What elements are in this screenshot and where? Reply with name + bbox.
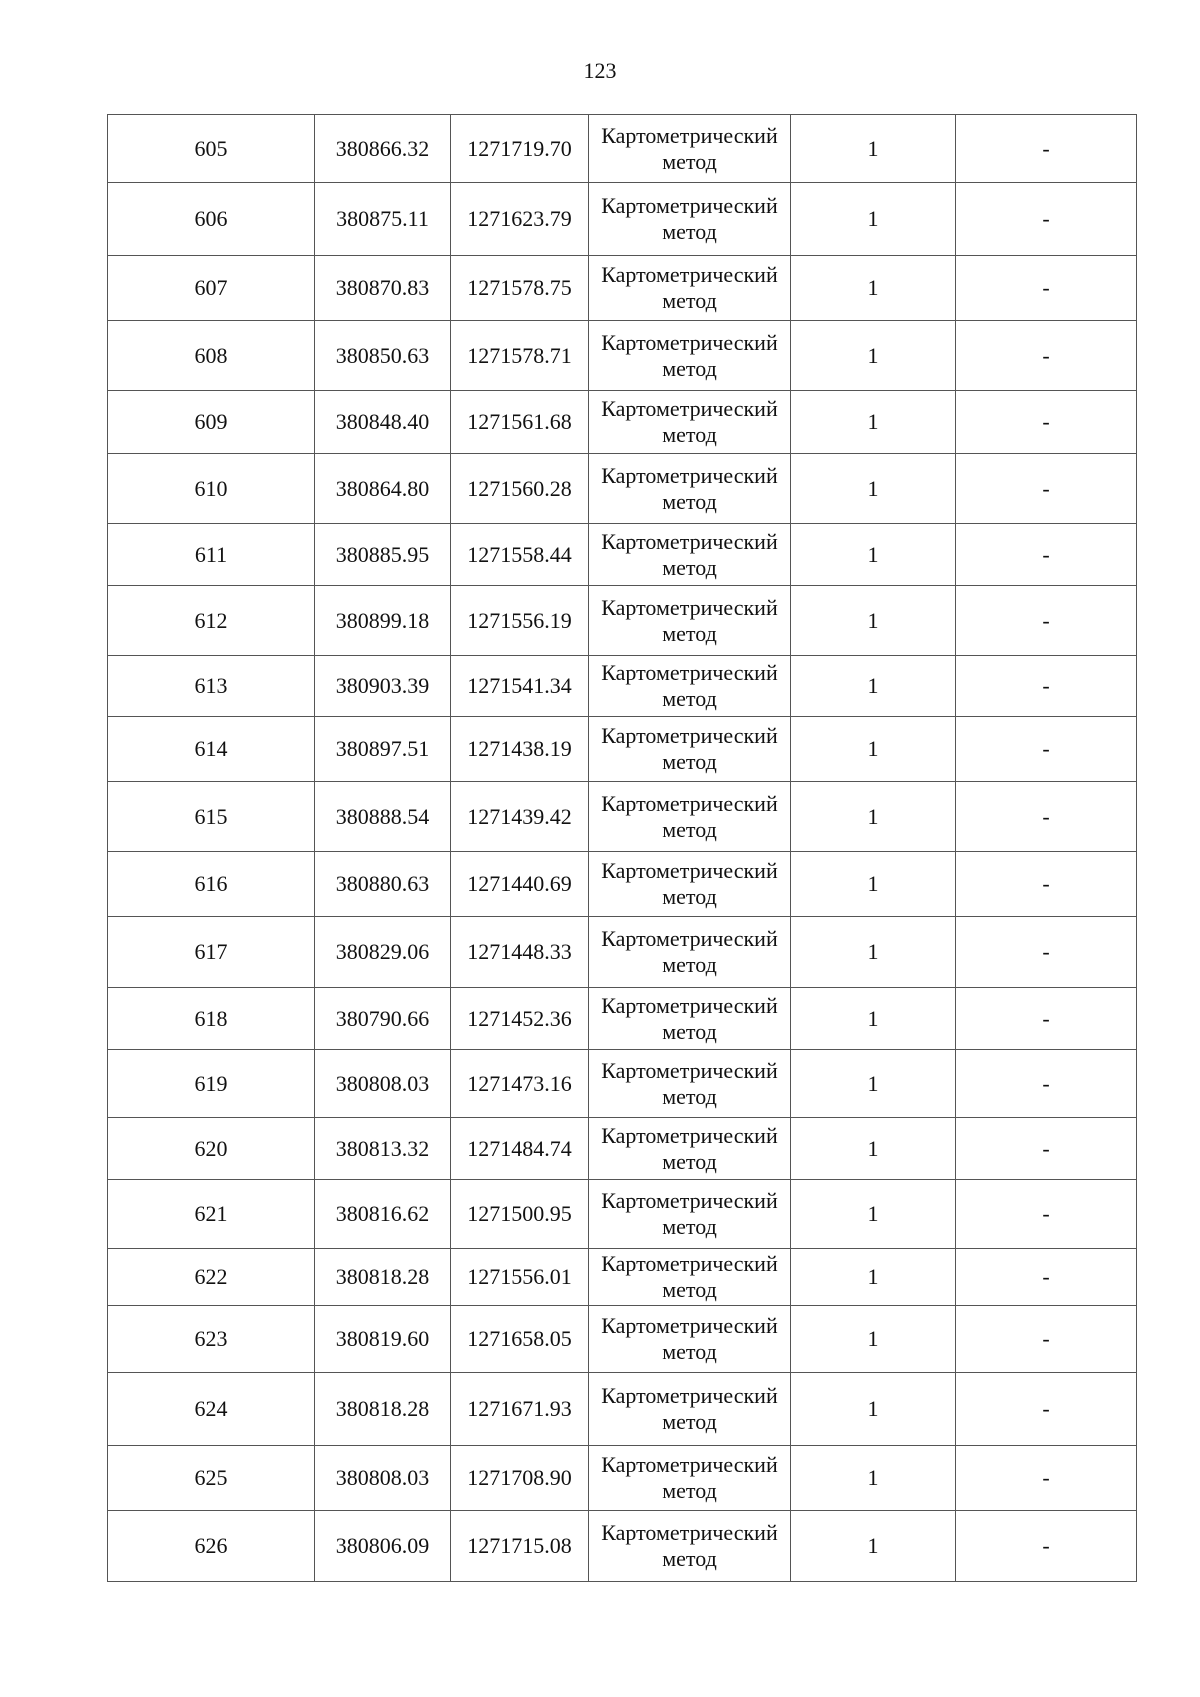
cell-y-coordinate: 1271578.75 [451,256,589,321]
method-text-line1: Картометрический [601,992,778,1018]
method-text-line1: Картометрический [601,329,778,355]
method-text-line2: метод [662,422,717,447]
cell-note: - [956,183,1137,256]
cell-accuracy: 1 [791,656,956,717]
cell-x-coordinate: 380897.51 [315,717,451,782]
method-text-line2: метод [662,1018,717,1044]
cell-accuracy: 1 [791,1373,956,1446]
cell-point-number: 605 [108,115,315,183]
cell-x-coordinate: 380850.63 [315,321,451,391]
table-row [108,656,1137,717]
cell-method [589,988,791,1050]
cell-y-coordinate: 1271561.68 [451,391,589,454]
cell-method [589,1118,791,1180]
method-text-line1: Картометрический [601,122,778,148]
cell-note: - [956,454,1137,524]
cell-x-coordinate: 380866.32 [315,115,451,183]
cell-point-number: 608 [108,321,315,391]
table-row [108,256,1137,321]
cell-method [589,524,791,586]
cell-x-coordinate: 380819.60 [315,1306,451,1373]
cell-note: - [956,256,1137,321]
cell-accuracy: 1 [791,454,956,524]
cell-point-number: 619 [108,1050,315,1118]
cell-note: - [956,1249,1137,1306]
cell-method [589,782,791,852]
cell-y-coordinate: 1271440.69 [451,852,589,917]
cell-note: - [956,1511,1137,1582]
cell-method [589,1249,791,1306]
method-text-line1: Картометрический [601,262,778,287]
cell-note: - [956,1373,1137,1446]
method-text-line2: метод [662,1083,717,1109]
method-text-line2: метод [662,288,717,313]
cell-point-number: 624 [108,1373,315,1446]
method-text-line1: Картометрический [601,594,778,620]
cell-note: - [956,1446,1137,1511]
cell-note: - [956,1050,1137,1118]
cell-accuracy: 1 [791,917,956,988]
cell-accuracy: 1 [791,852,956,917]
cell-method [589,852,791,917]
method-text-line2: метод [662,1478,717,1503]
method-text-line1: Картометрический [601,723,778,748]
cell-method [589,1446,791,1511]
cell-point-number: 607 [108,256,315,321]
method-text-line2: метод [662,686,717,711]
cell-y-coordinate: 1271541.34 [451,656,589,717]
cell-note: - [956,1118,1137,1180]
cell-note: - [956,988,1137,1050]
cell-point-number: 610 [108,454,315,524]
cell-note: - [956,782,1137,852]
method-text-line1: Картометрический [601,1188,778,1213]
method-text-line2: метод [662,1339,717,1364]
method-text-line1: Картометрический [601,1452,778,1477]
table-row [108,1180,1137,1249]
cell-y-coordinate: 1271473.16 [451,1050,589,1118]
cell-x-coordinate: 380813.32 [315,1118,451,1180]
cell-x-coordinate: 380888.54 [315,782,451,852]
cell-note: - [956,115,1137,183]
cell-x-coordinate: 380870.83 [315,256,451,321]
cell-method [589,717,791,782]
cell-method [589,1511,791,1582]
cell-y-coordinate: 1271556.19 [451,586,589,656]
cell-accuracy: 1 [791,256,956,321]
cell-y-coordinate: 1271452.36 [451,988,589,1050]
cell-point-number: 620 [108,1118,315,1180]
cell-point-number: 626 [108,1511,315,1582]
method-text-line1: Картометрический [601,528,778,554]
cell-method [589,454,791,524]
method-text-line2: метод [662,355,717,381]
cell-y-coordinate: 1271671.93 [451,1373,589,1446]
method-text-line2: метод [662,219,717,244]
method-text-line2: метод [662,952,717,977]
cell-method [589,1373,791,1446]
cell-method [589,183,791,256]
cell-accuracy: 1 [791,1511,956,1582]
cell-accuracy: 1 [791,183,956,256]
cell-y-coordinate: 1271560.28 [451,454,589,524]
cell-method [589,1050,791,1118]
cell-accuracy: 1 [791,1249,956,1306]
cell-point-number: 606 [108,183,315,256]
cell-x-coordinate: 380806.09 [315,1511,451,1582]
table-row [108,988,1137,1050]
method-text-line2: метод [662,1148,717,1174]
cell-y-coordinate: 1271439.42 [451,782,589,852]
method-text-line2: метод [662,1277,717,1302]
cell-x-coordinate: 380808.03 [315,1050,451,1118]
method-text-line1: Картометрический [601,396,778,421]
cell-method [589,656,791,717]
table-row [108,524,1137,586]
table-row [108,782,1137,852]
cell-note: - [956,917,1137,988]
cell-accuracy: 1 [791,717,956,782]
cell-method [589,917,791,988]
cell-y-coordinate: 1271623.79 [451,183,589,256]
cell-method [589,1306,791,1373]
method-text-line1: Картометрический [601,1057,778,1083]
cell-accuracy: 1 [791,115,956,183]
table-row [108,1118,1137,1180]
cell-point-number: 618 [108,988,315,1050]
cell-method [589,391,791,454]
method-text-line2: метод [662,816,717,842]
table-row [108,852,1137,917]
table-row [108,321,1137,391]
method-text-line1: Картометрический [601,926,778,951]
cell-method [589,1180,791,1249]
method-text-line1: Картометрический [601,1122,778,1148]
method-text-line1: Картометрический [601,858,778,883]
table-row [108,1050,1137,1118]
cell-point-number: 609 [108,391,315,454]
cell-y-coordinate: 1271484.74 [451,1118,589,1180]
method-text-line1: Картометрический [601,790,778,816]
cell-point-number: 617 [108,917,315,988]
cell-accuracy: 1 [791,1446,956,1511]
table-row [108,391,1137,454]
method-text-line2: метод [662,749,717,774]
method-text-line2: метод [662,1409,717,1434]
cell-accuracy: 1 [791,586,956,656]
cell-x-coordinate: 380818.28 [315,1373,451,1446]
table-row [108,586,1137,656]
cell-point-number: 612 [108,586,315,656]
method-text-line2: метод [662,884,717,909]
cell-point-number: 614 [108,717,315,782]
cell-method [589,256,791,321]
cell-accuracy: 1 [791,1118,956,1180]
cell-x-coordinate: 380790.66 [315,988,451,1050]
cell-note: - [956,717,1137,782]
cell-accuracy: 1 [791,1306,956,1373]
cell-accuracy: 1 [791,1180,956,1249]
cell-x-coordinate: 380818.28 [315,1249,451,1306]
method-text-line1: Картометрический [601,660,778,685]
cell-note: - [956,524,1137,586]
cell-note: - [956,586,1137,656]
method-text-line2: метод [662,620,717,646]
cell-y-coordinate: 1271556.01 [451,1249,589,1306]
cell-y-coordinate: 1271558.44 [451,524,589,586]
cell-x-coordinate: 380816.62 [315,1180,451,1249]
table-row [108,1249,1137,1306]
method-text-line2: метод [662,148,717,174]
cell-y-coordinate: 1271715.08 [451,1511,589,1582]
cell-point-number: 621 [108,1180,315,1249]
method-text-line1: Картометрический [601,1313,778,1338]
cell-point-number: 625 [108,1446,315,1511]
table-row [108,454,1137,524]
cell-y-coordinate: 1271448.33 [451,917,589,988]
coordinates-table [107,114,1137,1582]
cell-x-coordinate: 380829.06 [315,917,451,988]
cell-note: - [956,852,1137,917]
page-number: 123 [583,58,617,83]
cell-accuracy: 1 [791,782,956,852]
cell-accuracy: 1 [791,988,956,1050]
cell-y-coordinate: 1271578.71 [451,321,589,391]
table-row [108,183,1137,256]
cell-point-number: 611 [108,524,315,586]
cell-x-coordinate: 380848.40 [315,391,451,454]
cell-y-coordinate: 1271719.70 [451,115,589,183]
table-row [108,1373,1137,1446]
table-row [108,115,1137,183]
cell-point-number: 615 [108,782,315,852]
cell-y-coordinate: 1271658.05 [451,1306,589,1373]
cell-accuracy: 1 [791,321,956,391]
cell-point-number: 623 [108,1306,315,1373]
cell-x-coordinate: 380885.95 [315,524,451,586]
cell-note: - [956,391,1137,454]
cell-x-coordinate: 380880.63 [315,852,451,917]
cell-note: - [956,321,1137,391]
cell-accuracy: 1 [791,524,956,586]
method-text-line1: Картометрический [601,1520,778,1545]
method-text-line1: Картометрический [601,462,778,488]
table-row [108,717,1137,782]
table-row [108,1306,1137,1373]
method-text-line1: Картометрический [601,1251,778,1276]
cell-method [589,321,791,391]
cell-accuracy: 1 [791,1050,956,1118]
cell-y-coordinate: 1271438.19 [451,717,589,782]
cell-note: - [956,656,1137,717]
cell-accuracy: 1 [791,391,956,454]
cell-x-coordinate: 380808.03 [315,1446,451,1511]
cell-point-number: 616 [108,852,315,917]
cell-note: - [956,1180,1137,1249]
method-text-line2: метод [662,1214,717,1239]
table-row [108,1511,1137,1582]
method-text-line2: метод [662,1546,717,1571]
method-text-line1: Картометрический [601,193,778,218]
cell-x-coordinate: 380864.80 [315,454,451,524]
cell-method [589,586,791,656]
method-text-line1: Картометрический [601,1383,778,1408]
cell-point-number: 622 [108,1249,315,1306]
table-row [108,1446,1137,1511]
cell-x-coordinate: 380875.11 [315,183,451,256]
table-row [108,917,1137,988]
cell-method [589,115,791,183]
cell-y-coordinate: 1271708.90 [451,1446,589,1511]
cell-note: - [956,1306,1137,1373]
cell-y-coordinate: 1271500.95 [451,1180,589,1249]
method-text-line2: метод [662,554,717,580]
cell-point-number: 613 [108,656,315,717]
coordinates-table-body [108,115,1137,1582]
cell-x-coordinate: 380899.18 [315,586,451,656]
cell-x-coordinate: 380903.39 [315,656,451,717]
method-text-line2: метод [662,488,717,514]
